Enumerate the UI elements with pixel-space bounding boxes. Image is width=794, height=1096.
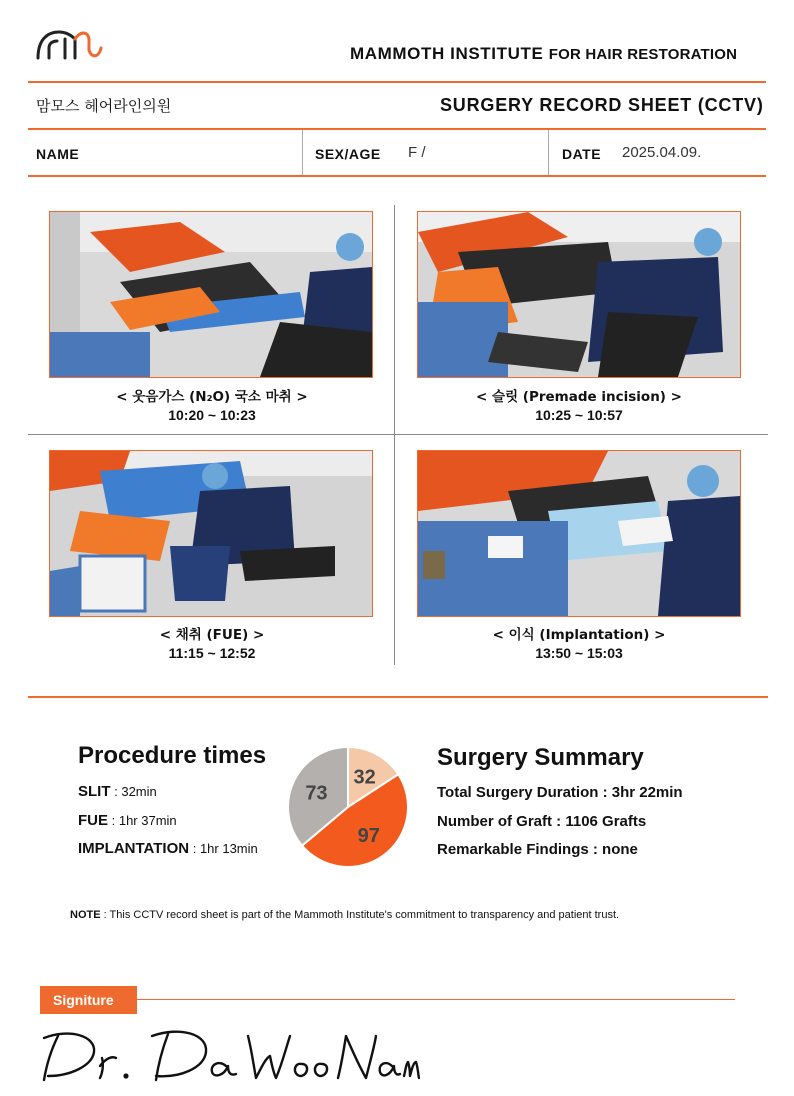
name-label: NAME bbox=[36, 146, 80, 162]
grid-vertical-divider bbox=[394, 205, 395, 665]
note-label: NOTE bbox=[70, 909, 101, 921]
brand-name bbox=[350, 44, 737, 64]
procedure-times-pie-chart bbox=[287, 746, 409, 868]
photo-caption-title: < 채취 (FUE) > bbox=[159, 627, 265, 643]
sheet-title: SURGERY RECORD SHEET (CCTV) bbox=[440, 95, 764, 115]
header-mid-rule bbox=[28, 128, 766, 130]
photo-caption bbox=[47, 626, 377, 662]
header-bottom-rule bbox=[28, 175, 766, 177]
photo-caption-time: 13:50 ~ 15:03 bbox=[535, 645, 623, 661]
summary-graft-count: Number of Graft : 1106 Grafts bbox=[437, 813, 647, 830]
procedure-item-implantation bbox=[78, 840, 258, 857]
section-rule bbox=[28, 696, 768, 698]
procedure-item-value: 32min bbox=[121, 784, 157, 799]
procedure-item-label: SLIT bbox=[78, 783, 111, 800]
cctv-photo-anesthesia bbox=[49, 211, 373, 378]
photo-caption bbox=[414, 626, 744, 662]
note bbox=[70, 909, 619, 921]
grid-horizontal-divider bbox=[28, 434, 768, 435]
photo-caption-title: < 이식 (Implantation) > bbox=[492, 627, 666, 643]
date-value: 2025.04.09. bbox=[622, 144, 702, 161]
note-text: : This CCTV record sheet is part of the Mammoth Institute's commitment to transparency and patient trust. bbox=[100, 909, 620, 921]
cctv-photo-fue bbox=[49, 450, 373, 617]
cctv-photo-implantation bbox=[417, 450, 741, 617]
photo-caption bbox=[414, 388, 744, 424]
procedure-item-label: FUE bbox=[78, 812, 108, 829]
procedure-times-title: Procedure times bbox=[78, 742, 267, 769]
procedure-item-fue bbox=[78, 812, 177, 829]
photo-caption-title: < 웃음가스 (N₂O) 국소 마취 > bbox=[116, 389, 308, 405]
header-top-rule bbox=[28, 81, 766, 83]
procedure-item-slit bbox=[78, 783, 157, 800]
signature-badge: Signiture bbox=[40, 986, 137, 1014]
cctv-photo-slit bbox=[417, 211, 741, 378]
photo-caption-title: < 슬릿 (Premade incision) > bbox=[476, 389, 682, 405]
pie-label-implantation: 73 bbox=[305, 782, 328, 805]
brand-main: MAMMOTH INSTITUTE bbox=[350, 44, 544, 63]
sex-age-value: F / bbox=[408, 144, 426, 161]
brand-sub: FOR HAIR RESTORATION bbox=[548, 46, 738, 63]
clinic-korean-name: 맘모스 헤어라인의원 bbox=[36, 97, 172, 115]
date-label: DATE bbox=[562, 146, 602, 162]
signature-line bbox=[137, 999, 735, 1000]
photo-caption-time: 10:25 ~ 10:57 bbox=[535, 407, 623, 423]
procedure-item-sep: : bbox=[108, 813, 119, 828]
procedure-item-sep: : bbox=[110, 784, 122, 799]
handwritten-signature bbox=[40, 1022, 420, 1086]
procedure-item-label: IMPLANTATION bbox=[78, 840, 190, 857]
photo-caption-time: 11:15 ~ 12:52 bbox=[168, 645, 256, 661]
procedure-item-value: 1hr 37min bbox=[118, 813, 177, 828]
field-divider bbox=[302, 130, 303, 176]
photo-caption-time: 10:20 ~ 10:23 bbox=[168, 407, 256, 423]
procedure-item-sep: : bbox=[189, 841, 200, 856]
sex-age-label: SEX/AGE bbox=[315, 146, 381, 162]
summary-findings: Remarkable Findings : none bbox=[437, 841, 638, 858]
photo-caption bbox=[47, 388, 377, 424]
mammoth-logo-icon bbox=[35, 26, 107, 66]
pie-label-fue: 97 bbox=[357, 824, 380, 847]
procedure-item-value: 1hr 13min bbox=[199, 841, 258, 856]
summary-total-duration: Total Surgery Duration : 3hr 22min bbox=[437, 784, 683, 801]
surgery-summary-title: Surgery Summary bbox=[437, 744, 644, 771]
pie-label-slit: 32 bbox=[353, 766, 376, 789]
field-divider bbox=[548, 130, 549, 176]
